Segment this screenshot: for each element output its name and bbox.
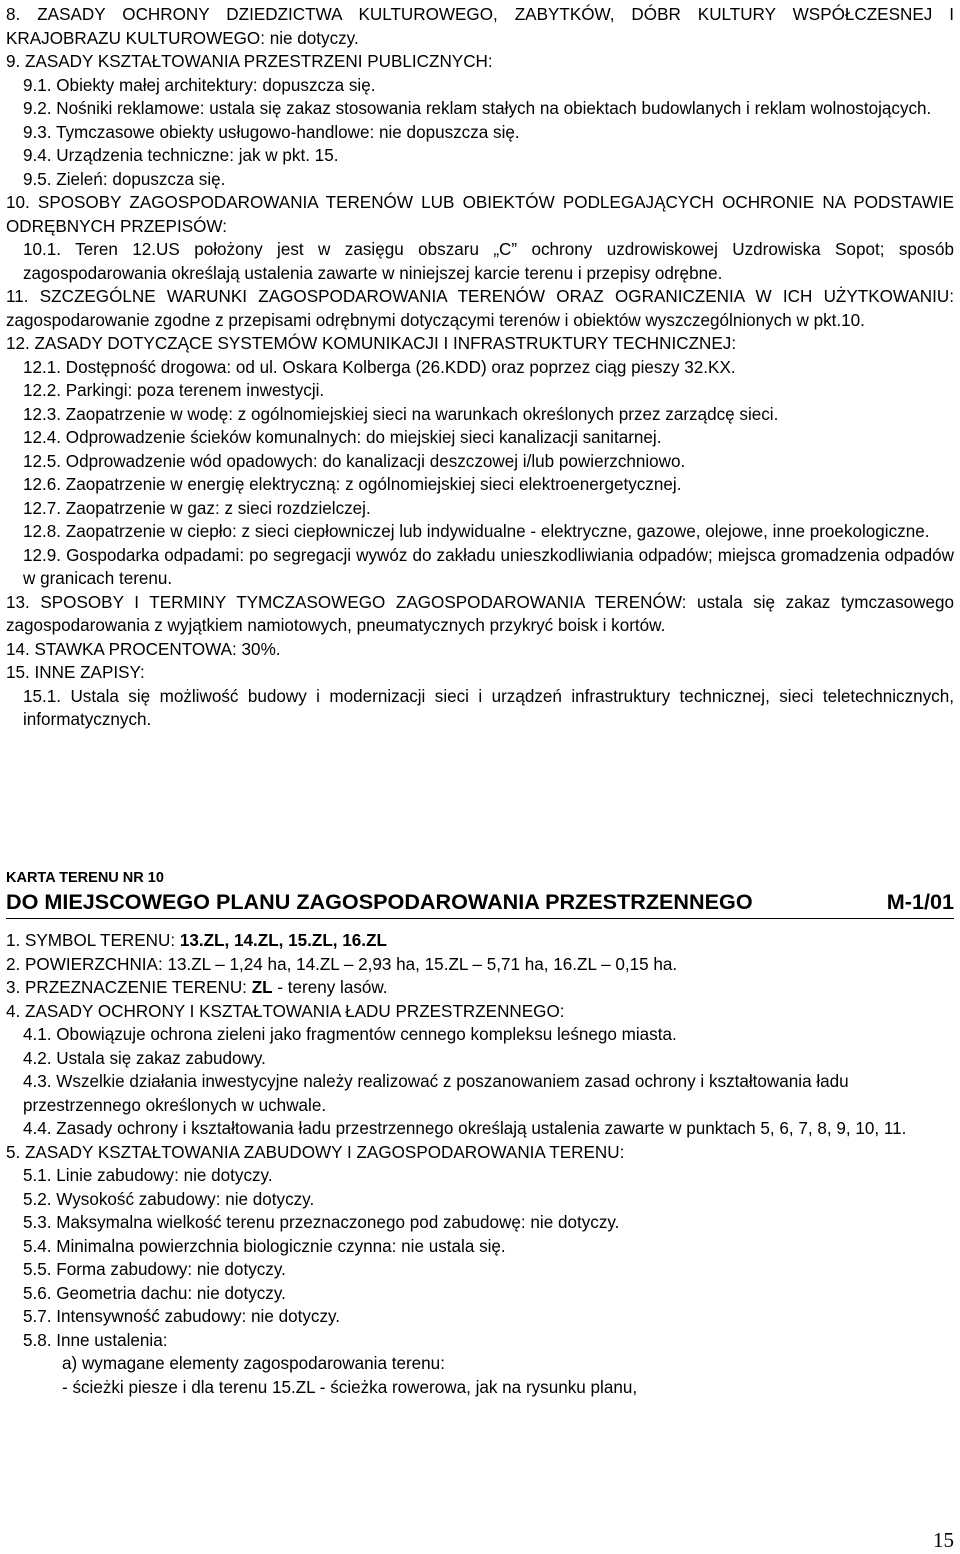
item-9-5: 9.5. Zieleń: dopuszcza się. xyxy=(23,169,226,189)
point-2: 2. POWIERZCHNIA: 13.ZL – 1,24 ha, 14.ZL – 2,93 ha, 15.ZL – 5,71 ha, 16.ZL – 0,15 ha. xyxy=(6,954,678,974)
item-5-8: 5.8. Inne ustalenia: xyxy=(23,1330,168,1350)
item-5-2: 5.2. Wysokość zabudowy: nie dotyczy. xyxy=(23,1189,315,1209)
item-12-9: 12.9. Gospodarka odpadami: po segregacji wywóz do zakładu unieszkodliwiania odpadów; miejsca gromadzenia odpadów w granicach terenu. xyxy=(23,545,954,588)
item-9-2: 9.2. Nośniki reklamowe: ustala się zakaz stosowania reklam stałych na obiektach budowlanych i reklam wolnostojących. xyxy=(23,99,932,118)
item-9-3: 9.3. Tymczasowe obiekty usługowo-handlowe: nie dopuszcza się. xyxy=(23,122,520,142)
item-4-1: 4.1. Obowiązuje ochrona zieleni jako fragmentów cennego kompleksu leśnego miasta. xyxy=(23,1025,677,1044)
item-9-1: 9.1. Obiekty małej architektury: dopuszcza się. xyxy=(23,75,376,95)
karta-label: KARTA TERENU NR 10 xyxy=(6,870,164,886)
karta-heading xyxy=(6,869,954,919)
item-5-8-a-1: - ścieżki piesze i dla terenu 15.ZL - ścieżka rowerowa, jak na rysunku planu, xyxy=(62,1377,638,1397)
section-13: 13. SPOSOBY I TERMINY TYMCZASOWEGO ZAGOSPODAROWANIA TERENÓW: ustala się zakaz tymczasowego zagospodarowania z wyjątkiem namiotowych, pneumatycznych przykryć boisk i kortów. xyxy=(6,592,954,635)
item-12-6: 12.6. Zaopatrzenie w energię elektryczną: z ogólnomiejskiej sieci elektroenergetycznej. xyxy=(23,475,682,494)
item-15-1: 15.1. Ustala się możliwość budowy i modernizacji sieci i urządzeń infrastruktury technicznej, sieci teletechnicznych, informatycznych. xyxy=(23,686,954,729)
item-12-1: 12.1. Dostępność drogowa: od ul. Oskara Kolberga (26.KDD) oraz poprzez ciąg pieszy 32.KX. xyxy=(23,357,736,377)
point-4: 4. ZASADY OCHRONY I KSZTAŁTOWANIA ŁADU PRZESTRZENNEGO: xyxy=(6,1001,565,1021)
section-14: 14. STAWKA PROCENTOWA: 30%. xyxy=(6,639,281,659)
item-5-6: 5.6. Geometria dachu: nie dotyczy. xyxy=(23,1283,286,1303)
section-11: 11. SZCZEGÓLNE WARUNKI ZAGOSPODAROWANIA TERENÓW ORAZ OGRANICZENIA W ICH UŻYTKOWANIU: zagospodarowanie zgodne z przepisami odrębnymi dotyczącymi terenów i obiektów wyszczególnionych w pkt.10. xyxy=(6,287,954,330)
item-5-5: 5.5. Forma zabudowy: nie dotyczy. xyxy=(23,1260,286,1279)
item-12-7: 12.7. Zaopatrzenie w gaz: z sieci rozdzielczej. xyxy=(23,498,371,518)
point-1-value: 13.ZL, 14.ZL, 15.ZL, 16.ZL xyxy=(179,931,387,950)
page-number: 15 xyxy=(933,1528,954,1552)
point-3-suffix: - tereny lasów. xyxy=(272,978,388,997)
point-1 xyxy=(6,929,954,953)
item-12-4: 12.4. Odprowadzenie ścieków komunalnych: do miejskiej sieci kanalizacji sanitarnej. xyxy=(23,428,662,447)
karta-underline xyxy=(6,918,954,919)
item-5-8-a: a) wymagane elementy zagospodarowania terenu: xyxy=(62,1354,445,1373)
item-12-5: 12.5. Odprowadzenie wód opadowych: do kanalizacji deszczowej i/lub powierzchniowo. xyxy=(23,451,686,471)
item-5-7: 5.7. Intensywność zabudowy: nie dotyczy. xyxy=(23,1307,341,1326)
point-3-label: 3. PRZEZNACZENIE TERENU: xyxy=(6,978,252,997)
item-10-1: 10.1. Teren 12.US położony jest w zasięgu obszaru „C” ochrony uzdrowiskowej Uzdrowiska Sopot; sposób zagospodarowania określają ustalenia zawarte w niniejszej karcie terenu i przepisy odrębne. xyxy=(23,240,954,283)
item-5-1: 5.1. Linie zabudowy: nie dotyczy. xyxy=(23,1166,273,1185)
item-12-2: 12.2. Parkingi: poza terenem inwestycji. xyxy=(23,381,325,400)
point-1-label: 1. SYMBOL TERENU: xyxy=(6,931,180,950)
item-4-3: 4.3. Wszelkie działania inwestycyjne należy realizować z poszanowaniem zasad ochrony i kształtowania ładu przestrzennego określonych w uchwale. xyxy=(23,1072,849,1115)
karta-title-row xyxy=(6,889,954,915)
section-8: 8. ZASADY OCHRONY DZIEDZICTWA KULTUROWEGO, ZABYTKÓW, DÓBR KULTURY WSPÓŁCZESNEJ I KRAJOBRAZU KULTUROWEGO: nie dotyczy. xyxy=(6,5,954,48)
bottom-text-block xyxy=(6,929,954,1399)
section-10: 10. SPOSOBY ZAGOSPODAROWANIA TERENÓW LUB OBIEKTÓW PODLEGAJĄCYCH OCHRONIE NA PODSTAWIE ODRĘBNYCH PRZEPISÓW: xyxy=(6,193,954,236)
karta-code: M-1/01 xyxy=(886,889,954,914)
top-text-block xyxy=(6,3,954,732)
item-12-8: 12.8. Zaopatrzenie w ciepło: z sieci ciepłowniczej lub indywidualne - elektryczne, gazowe, olejowe, inne proekologiczne. xyxy=(23,522,930,541)
karta-title: DO MIEJSCOWEGO PLANU ZAGOSPODAROWANIA PRZESTRZENNEGO xyxy=(6,889,753,914)
item-4-4: 4.4. Zasady ochrony i kształtowania ładu przestrzennego określają ustalenia zawarte w punktach 5, 6, 7, 8, 9, 10, 11. xyxy=(23,1119,907,1138)
section-15: 15. INNE ZAPISY: xyxy=(6,663,145,682)
point-3 xyxy=(6,976,954,1000)
section-9: 9. ZASADY KSZTAŁTOWANIA PRZESTRZENI PUBLICZNYCH: xyxy=(6,52,493,71)
item-4-2: 4.2. Ustala się zakaz zabudowy. xyxy=(23,1048,266,1068)
item-9-4: 9.4. Urządzenia techniczne: jak w pkt. 15. xyxy=(23,146,339,165)
item-12-3: 12.3. Zaopatrzenie w wodę: z ogólnomiejskiej sieci na warunkach określonych przez zarządcę sieci. xyxy=(23,404,779,424)
item-5-4: 5.4. Minimalna powierzchnia biologicznie czynna: nie ustala się. xyxy=(23,1236,506,1256)
point-5: 5. ZASADY KSZTAŁTOWANIA ZABUDOWY I ZAGOSPODAROWANIA TERENU: xyxy=(6,1142,625,1162)
point-3-value: ZL xyxy=(251,978,273,997)
item-5-3: 5.3. Maksymalna wielkość terenu przeznaczonego pod zabudowę: nie dotyczy. xyxy=(23,1213,620,1232)
section-12: 12. ZASADY DOTYCZĄCE SYSTEMÓW KOMUNIKACJI I INFRASTRUKTURY TECHNICZNEJ: xyxy=(6,334,737,353)
